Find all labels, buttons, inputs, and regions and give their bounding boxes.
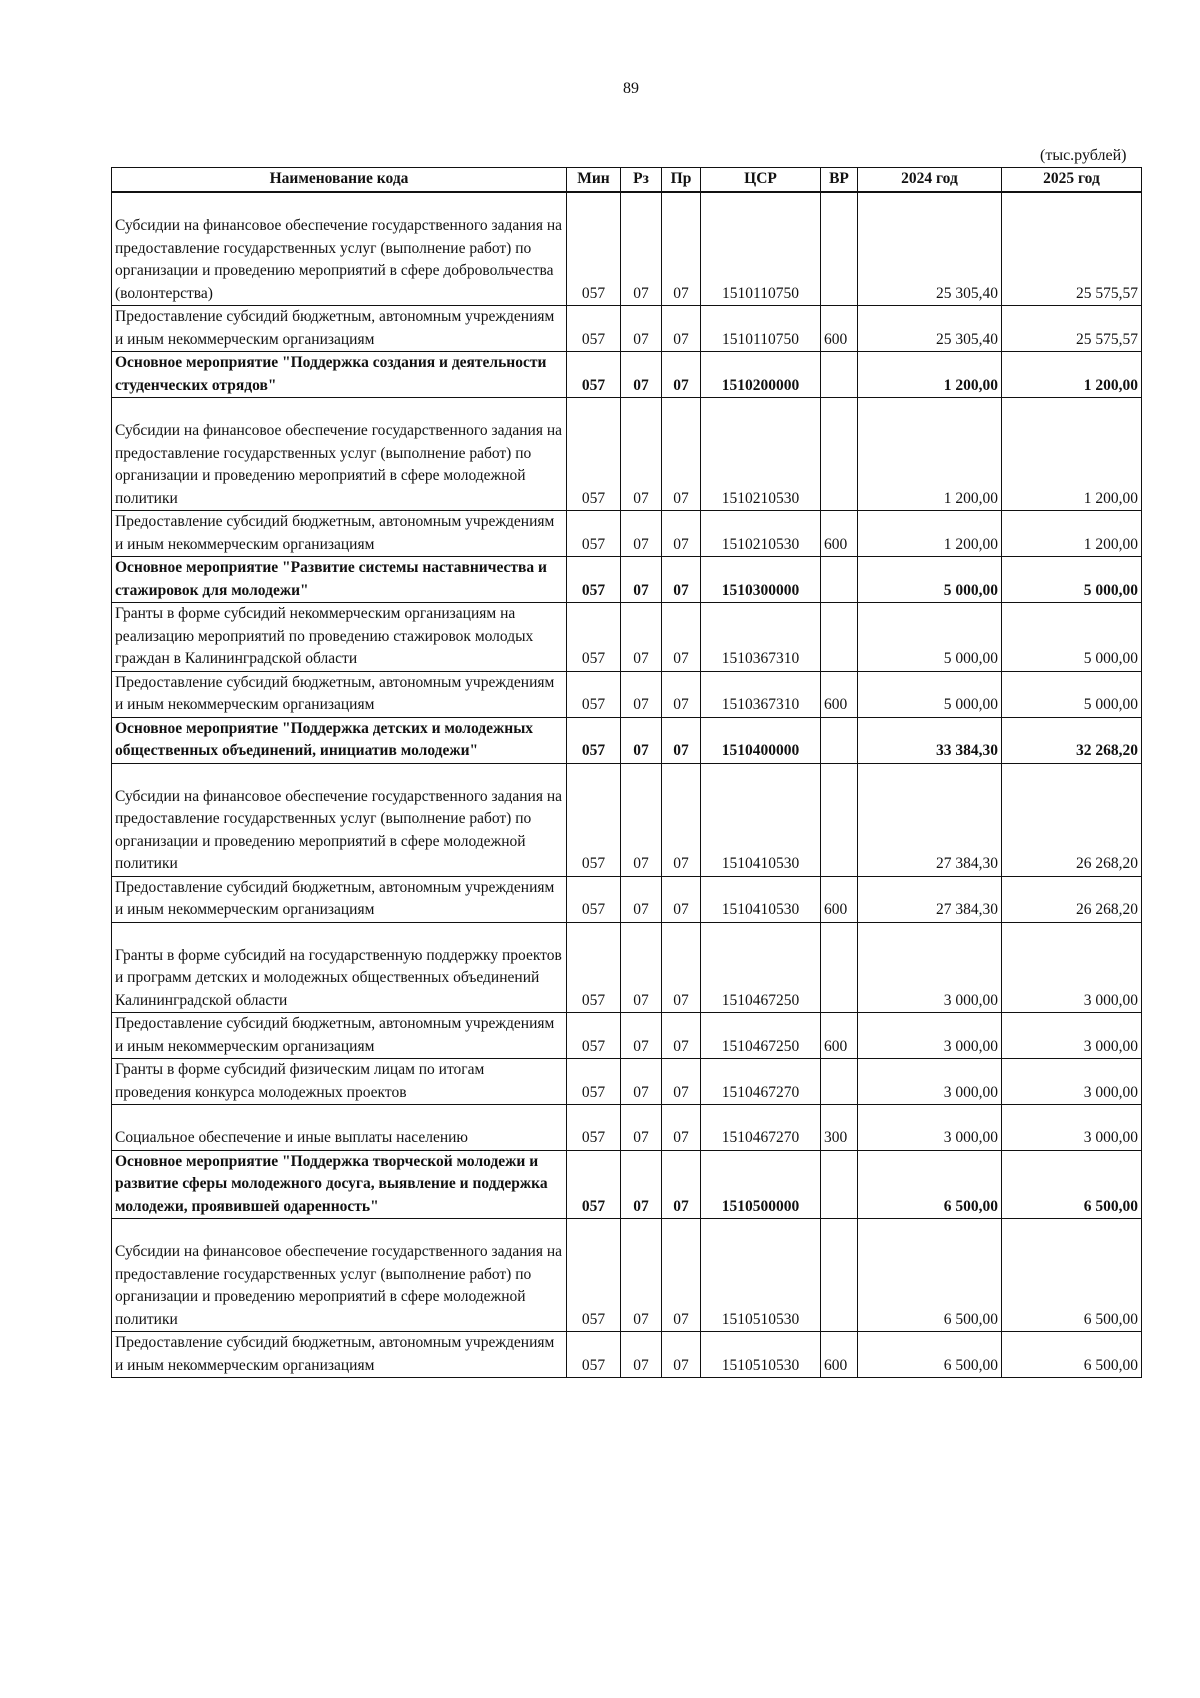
row-amount-2024: 6 500,00	[858, 1219, 1002, 1332]
row-pr: 07	[662, 398, 701, 511]
row-name: Предоставление субсидий бюджетным, автономным учреждениям и иным некоммерческим организациям	[112, 671, 567, 717]
row-vr	[821, 1219, 858, 1332]
row-csr: 1510467270	[701, 1059, 821, 1105]
row-vr	[821, 922, 858, 1013]
row-name: Основное мероприятие "Развитие системы наставничества и стажировок для молодежи"	[112, 557, 567, 603]
col-name-header: Наименование кода	[112, 168, 567, 193]
table-row	[112, 1059, 1142, 1105]
page-number: 89	[623, 80, 639, 97]
row-vr	[821, 763, 858, 876]
row-min: 057	[567, 1150, 621, 1219]
row-amount-2024: 33 384,30	[858, 717, 1002, 763]
row-name: Гранты в форме субсидий на государственную поддержку проектов и программ детских и молодежных общественных объединений Калининградской области	[112, 922, 567, 1013]
row-vr: 600	[821, 1013, 858, 1059]
row-amount-2024: 6 500,00	[858, 1150, 1002, 1219]
row-csr: 1510367310	[701, 671, 821, 717]
row-rz: 07	[621, 398, 662, 511]
row-csr: 1510210530	[701, 398, 821, 511]
row-amount-2025: 25 575,57	[1002, 306, 1142, 352]
row-pr: 07	[662, 1150, 701, 1219]
row-csr: 1510410530	[701, 763, 821, 876]
row-csr: 1510367310	[701, 603, 821, 672]
row-csr: 1510410530	[701, 876, 821, 922]
row-amount-2025: 3 000,00	[1002, 922, 1142, 1013]
row-pr: 07	[662, 1059, 701, 1105]
row-rz: 07	[621, 352, 662, 398]
row-vr: 600	[821, 511, 858, 557]
row-name: Субсидии на финансовое обеспечение государственного задания на предоставление государственных услуг (выполнение работ) по организации и проведению мероприятий в сфере добровольчества (волонтерства)	[112, 192, 567, 306]
row-vr: 600	[821, 671, 858, 717]
row-pr: 07	[662, 1105, 701, 1151]
row-min: 057	[567, 352, 621, 398]
table-row	[112, 717, 1142, 763]
row-vr	[821, 557, 858, 603]
row-pr: 07	[662, 922, 701, 1013]
row-rz: 07	[621, 1059, 662, 1105]
row-min: 057	[567, 1332, 621, 1378]
col-vr-header: ВР	[821, 168, 858, 193]
row-rz: 07	[621, 557, 662, 603]
row-rz: 07	[621, 1150, 662, 1219]
row-amount-2025: 6 500,00	[1002, 1150, 1142, 1219]
row-amount-2025: 32 268,20	[1002, 717, 1142, 763]
row-min: 057	[567, 763, 621, 876]
row-amount-2025: 25 575,57	[1002, 192, 1142, 306]
row-min: 057	[567, 717, 621, 763]
row-pr: 07	[662, 876, 701, 922]
row-amount-2025: 1 200,00	[1002, 511, 1142, 557]
row-vr: 300	[821, 1105, 858, 1151]
table-row	[112, 876, 1142, 922]
row-amount-2024: 1 200,00	[858, 398, 1002, 511]
row-min: 057	[567, 1105, 621, 1151]
table-row	[112, 763, 1142, 876]
row-amount-2024: 1 200,00	[858, 352, 1002, 398]
row-min: 057	[567, 1219, 621, 1332]
row-vr	[821, 398, 858, 511]
row-pr: 07	[662, 192, 701, 306]
row-rz: 07	[621, 603, 662, 672]
row-pr: 07	[662, 511, 701, 557]
row-amount-2024: 5 000,00	[858, 671, 1002, 717]
row-amount-2024: 6 500,00	[858, 1332, 1002, 1378]
row-vr	[821, 1059, 858, 1105]
row-name: Гранты в форме субсидий некоммерческим организациям на реализацию мероприятий по проведению стажировок молодых граждан в Калининградской области	[112, 603, 567, 672]
row-amount-2025: 6 500,00	[1002, 1219, 1142, 1332]
row-vr	[821, 717, 858, 763]
row-pr: 07	[662, 557, 701, 603]
row-pr: 07	[662, 763, 701, 876]
row-min: 057	[567, 671, 621, 717]
row-name: Социальное обеспечение и иные выплаты населению	[112, 1105, 567, 1151]
row-pr: 07	[662, 1219, 701, 1332]
row-amount-2024: 5 000,00	[858, 557, 1002, 603]
row-csr: 1510467250	[701, 1013, 821, 1059]
row-name: Субсидии на финансовое обеспечение государственного задания на предоставление государственных услуг (выполнение работ) по организации и проведению мероприятий в сфере молодежной политики	[112, 763, 567, 876]
row-vr: 600	[821, 876, 858, 922]
row-csr: 1510110750	[701, 306, 821, 352]
col-min-header: Мин	[567, 168, 621, 193]
row-name: Субсидии на финансовое обеспечение государственного задания на предоставление государственных услуг (выполнение работ) по организации и проведению мероприятий в сфере молодежной политики	[112, 398, 567, 511]
row-csr: 1510500000	[701, 1150, 821, 1219]
row-rz: 07	[621, 1219, 662, 1332]
row-rz: 07	[621, 511, 662, 557]
row-amount-2024: 3 000,00	[858, 1059, 1002, 1105]
row-amount-2025: 3 000,00	[1002, 1013, 1142, 1059]
row-rz: 07	[621, 876, 662, 922]
row-amount-2025: 5 000,00	[1002, 603, 1142, 672]
row-amount-2025: 6 500,00	[1002, 1332, 1142, 1378]
row-vr	[821, 603, 858, 672]
row-name: Предоставление субсидий бюджетным, автономным учреждениям и иным некоммерческим организациям	[112, 1013, 567, 1059]
row-name: Предоставление субсидий бюджетным, автономным учреждениям и иным некоммерческим организациям	[112, 876, 567, 922]
row-amount-2024: 5 000,00	[858, 603, 1002, 672]
row-rz: 07	[621, 1013, 662, 1059]
row-amount-2024: 3 000,00	[858, 1013, 1002, 1059]
table-row	[112, 192, 1142, 306]
row-rz: 07	[621, 192, 662, 306]
row-min: 057	[567, 603, 621, 672]
col-2025-header: 2025 год	[1002, 168, 1142, 193]
row-name: Предоставление субсидий бюджетным, автономным учреждениям и иным некоммерческим организациям	[112, 306, 567, 352]
row-csr: 1510200000	[701, 352, 821, 398]
row-csr: 1510300000	[701, 557, 821, 603]
row-csr: 1510467270	[701, 1105, 821, 1151]
table-header	[112, 168, 1142, 193]
table-row	[112, 603, 1142, 672]
row-name: Предоставление субсидий бюджетным, автономным учреждениям и иным некоммерческим организациям	[112, 1332, 567, 1378]
row-amount-2025: 26 268,20	[1002, 876, 1142, 922]
row-min: 057	[567, 1013, 621, 1059]
row-csr: 1510400000	[701, 717, 821, 763]
row-min: 057	[567, 192, 621, 306]
row-vr	[821, 1150, 858, 1219]
row-name: Основное мероприятие "Поддержка создания и деятельности студенческих отрядов"	[112, 352, 567, 398]
table-row	[112, 1219, 1142, 1332]
table-row	[112, 1013, 1142, 1059]
table-row	[112, 352, 1142, 398]
row-min: 057	[567, 398, 621, 511]
units-label: (тыс.рублей)	[1040, 147, 1127, 164]
row-pr: 07	[662, 306, 701, 352]
row-rz: 07	[621, 717, 662, 763]
table-row	[112, 511, 1142, 557]
row-name: Гранты в форме субсидий физическим лицам по итогам проведения конкурса молодежных проектов	[112, 1059, 567, 1105]
row-csr: 1510210530	[701, 511, 821, 557]
row-name: Субсидии на финансовое обеспечение государственного задания на предоставление государственных услуг (выполнение работ) по организации и проведению мероприятий в сфере молодежной политики	[112, 1219, 567, 1332]
row-vr: 600	[821, 306, 858, 352]
row-amount-2024: 3 000,00	[858, 1105, 1002, 1151]
table-row	[112, 1105, 1142, 1151]
col-rz-header: Рз	[621, 168, 662, 193]
row-rz: 07	[621, 763, 662, 876]
row-csr: 1510510530	[701, 1219, 821, 1332]
col-csr-header: ЦСР	[701, 168, 821, 193]
row-min: 057	[567, 511, 621, 557]
row-amount-2024: 25 305,40	[858, 306, 1002, 352]
row-amount-2025: 5 000,00	[1002, 557, 1142, 603]
table-row	[112, 922, 1142, 1013]
row-min: 057	[567, 1059, 621, 1105]
table-row	[112, 398, 1142, 511]
row-rz: 07	[621, 671, 662, 717]
row-csr: 1510467250	[701, 922, 821, 1013]
row-min: 057	[567, 557, 621, 603]
row-rz: 07	[621, 922, 662, 1013]
row-amount-2024: 27 384,30	[858, 876, 1002, 922]
row-name: Основное мероприятие "Поддержка детских и молодежных общественных объединений, инициатив молодежи"	[112, 717, 567, 763]
row-amount-2025: 1 200,00	[1002, 398, 1142, 511]
col-2024-header: 2024 год	[858, 168, 1002, 193]
row-amount-2024: 27 384,30	[858, 763, 1002, 876]
row-name: Предоставление субсидий бюджетным, автономным учреждениям и иным некоммерческим организациям	[112, 511, 567, 557]
row-pr: 07	[662, 671, 701, 717]
row-min: 057	[567, 876, 621, 922]
table-row	[112, 671, 1142, 717]
row-rz: 07	[621, 306, 662, 352]
row-amount-2025: 26 268,20	[1002, 763, 1142, 876]
row-amount-2024: 3 000,00	[858, 922, 1002, 1013]
row-csr: 1510510530	[701, 1332, 821, 1378]
table-row	[112, 557, 1142, 603]
row-pr: 07	[662, 717, 701, 763]
row-vr	[821, 192, 858, 306]
row-min: 057	[567, 922, 621, 1013]
row-amount-2025: 3 000,00	[1002, 1105, 1142, 1151]
table-row	[112, 306, 1142, 352]
col-pr-header: Пр	[662, 168, 701, 193]
row-pr: 07	[662, 1332, 701, 1378]
row-amount-2025: 3 000,00	[1002, 1059, 1142, 1105]
row-amount-2025: 1 200,00	[1002, 352, 1142, 398]
budget-table	[111, 167, 1142, 1378]
row-amount-2024: 25 305,40	[858, 192, 1002, 306]
table-row	[112, 1150, 1142, 1219]
row-name: Основное мероприятие "Поддержка творческой молодежи и развитие сферы молодежного досуга, выявление и поддержка молодежи, проявившей одаренность"	[112, 1150, 567, 1219]
row-pr: 07	[662, 1013, 701, 1059]
table-row	[112, 1332, 1142, 1378]
row-min: 057	[567, 306, 621, 352]
row-rz: 07	[621, 1105, 662, 1151]
row-csr: 1510110750	[701, 192, 821, 306]
row-vr	[821, 352, 858, 398]
row-pr: 07	[662, 352, 701, 398]
row-rz: 07	[621, 1332, 662, 1378]
row-vr: 600	[821, 1332, 858, 1378]
row-pr: 07	[662, 603, 701, 672]
row-amount-2025: 5 000,00	[1002, 671, 1142, 717]
row-amount-2024: 1 200,00	[858, 511, 1002, 557]
